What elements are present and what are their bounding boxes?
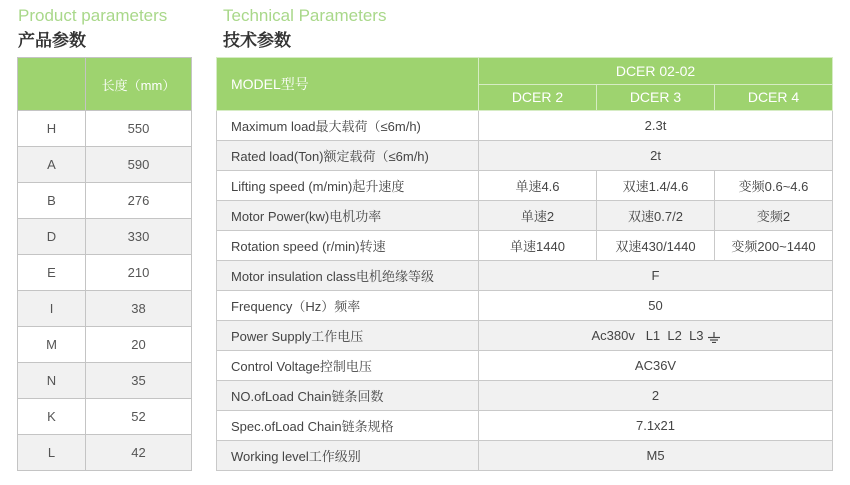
ground-icon: [708, 331, 720, 342]
param-value: M5: [479, 441, 833, 471]
table-row: [18, 111, 192, 147]
table-row: [217, 231, 833, 261]
model-dcer4-header: DCER 4: [715, 84, 833, 111]
dimension-value: 52: [86, 399, 192, 435]
param-label: Motor insulation class电机绝缘等级: [217, 261, 479, 291]
param-value-dcer4: 变频200~1440: [715, 231, 833, 261]
product-title-en: Product parameters: [18, 6, 168, 25]
table-row: [217, 351, 833, 381]
product-header-length: 长度（mm）: [86, 58, 192, 111]
dimension-label: D: [18, 219, 86, 255]
power-supply-text: Ac380v L1 L2 L3: [591, 328, 704, 343]
dimension-value: 330: [86, 219, 192, 255]
model-dcer3-header: DCER 3: [597, 84, 715, 111]
param-value-dcer2: 单速1440: [479, 231, 597, 261]
param-value: 7.1x21: [479, 411, 833, 441]
table-row: [18, 399, 192, 435]
param-label: Spec.ofLoad Chain链条规格: [217, 411, 479, 441]
dimension-value: 38: [86, 291, 192, 327]
dimension-label: K: [18, 399, 86, 435]
param-value: 50: [479, 291, 833, 321]
table-row: [217, 381, 833, 411]
dimension-label: I: [18, 291, 86, 327]
product-header-row: [18, 58, 192, 111]
param-value-dcer4: 变频2: [715, 201, 833, 231]
dimension-value: 20: [86, 327, 192, 363]
table-row: [18, 255, 192, 291]
table-row: [18, 435, 192, 471]
table-row: [217, 141, 833, 171]
product-header-blank: [18, 58, 86, 111]
dimension-value: 590: [86, 147, 192, 183]
tech-header-row: [217, 58, 833, 85]
dimension-label: M: [18, 327, 86, 363]
param-value: 2: [479, 381, 833, 411]
table-row: [18, 327, 192, 363]
dimension-value: 550: [86, 111, 192, 147]
param-label: Motor Power(kw)电机功率: [217, 201, 479, 231]
table-row: [217, 111, 833, 141]
param-value-dcer3: 双速0.7/2: [597, 201, 715, 231]
param-value-dcer2: 单速4.6: [479, 171, 597, 201]
series-header: DCER 02-02: [479, 58, 833, 85]
table-row: [18, 291, 192, 327]
param-label: Power Supply工作电压: [217, 321, 479, 351]
table-row: [18, 147, 192, 183]
table-row: [217, 171, 833, 201]
param-value-dcer4: 变频0.6~4.6: [715, 171, 833, 201]
param-value: 2t: [479, 141, 833, 171]
product-title-zh: 产品参数: [18, 31, 86, 50]
technical-title-zh: 技术参数: [223, 31, 291, 50]
param-label: Frequency（Hz）频率: [217, 291, 479, 321]
param-label: Control Voltage控制电压: [217, 351, 479, 381]
param-value: [479, 321, 833, 351]
table-row: [217, 261, 833, 291]
model-header: MODEL型号: [217, 58, 479, 111]
param-value: 2.3t: [479, 111, 833, 141]
param-label: Rotation speed (r/min)转速: [217, 231, 479, 261]
table-row: [217, 201, 833, 231]
param-value-dcer3: 双速1.4/4.6: [597, 171, 715, 201]
technical-title-en: Technical Parameters: [223, 6, 387, 25]
dimension-label: B: [18, 183, 86, 219]
param-label: Lifting speed (m/min)起升速度: [217, 171, 479, 201]
table-row: [217, 411, 833, 441]
table-row: [217, 321, 833, 351]
dimension-label: L: [18, 435, 86, 471]
technical-parameters-table: [216, 57, 833, 471]
dimension-value: 210: [86, 255, 192, 291]
model-dcer2-header: DCER 2: [479, 84, 597, 111]
table-row: [18, 363, 192, 399]
table-row: [217, 441, 833, 471]
dimension-label: H: [18, 111, 86, 147]
param-label: Maximum load最大载荷（≤6m/h): [217, 111, 479, 141]
param-value: AC36V: [479, 351, 833, 381]
table-row: [18, 183, 192, 219]
param-value-dcer3: 双速430/1440: [597, 231, 715, 261]
dimension-value: 35: [86, 363, 192, 399]
dimension-label: A: [18, 147, 86, 183]
param-label: NO.ofLoad Chain链条回数: [217, 381, 479, 411]
product-parameters-table: [17, 57, 192, 471]
table-row: [217, 291, 833, 321]
table-row: [18, 219, 192, 255]
dimension-label: E: [18, 255, 86, 291]
param-label: Rated load(Ton)额定载荷（≤6m/h): [217, 141, 479, 171]
param-label: Working level工作级别: [217, 441, 479, 471]
dimension-label: N: [18, 363, 86, 399]
dimension-value: 42: [86, 435, 192, 471]
param-value-dcer2: 单速2: [479, 201, 597, 231]
dimension-value: 276: [86, 183, 192, 219]
param-value: F: [479, 261, 833, 291]
